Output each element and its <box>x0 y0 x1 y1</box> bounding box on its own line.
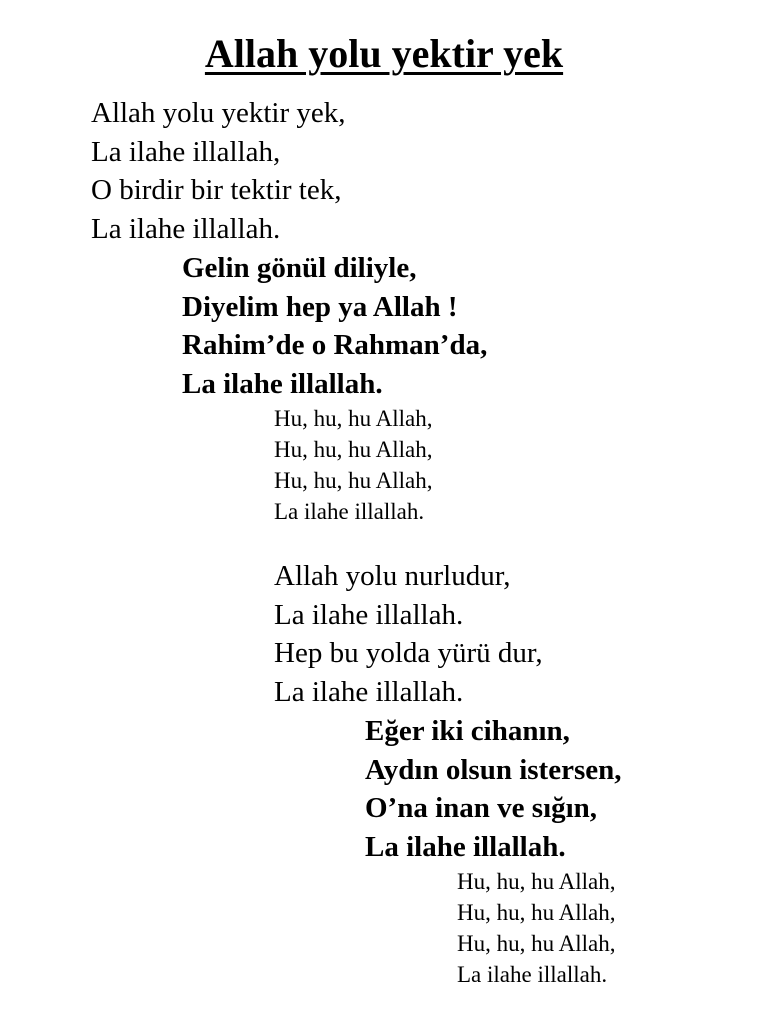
lyric-line: Diyelim hep ya Allah ! <box>182 290 458 323</box>
lyric-line: Hu, hu, hu Allah, <box>457 869 616 894</box>
lyric-line: Hu, hu, hu Allah, <box>274 406 433 431</box>
stanza1-chorus <box>182 249 487 403</box>
stanza2-chorus <box>365 712 621 866</box>
lyric-line: Eğer iki cihanın, <box>365 715 570 747</box>
lyric-line: La ilahe illallah. <box>457 962 608 987</box>
page-title: Allah yolu yektir yek <box>204 31 564 76</box>
lyric-line: La ilahe illallah. <box>274 598 464 631</box>
lyric-line: Hep bu yolda yürü dur, <box>274 637 543 669</box>
lyric-line: Hu, hu, hu Allah, <box>457 900 616 925</box>
lyric-line: Hu, hu, hu Allah, <box>274 437 433 462</box>
lyric-line: Gelin gönül diliyle, <box>182 252 417 284</box>
lyric-line: O’na inan ve sığın, <box>365 792 598 824</box>
lyric-line: La ilahe illallah. <box>274 499 425 524</box>
stanza1-verse <box>91 94 346 248</box>
lyric-line: Aydın olsun istersen, <box>365 753 622 786</box>
lyric-line: Rahim’de o Rahman’da, <box>182 329 488 361</box>
lyric-line: Allah yolu nurludur, <box>274 560 511 592</box>
lyric-line: Hu, hu, hu Allah, <box>274 468 433 493</box>
stanza1-refrain <box>274 403 432 527</box>
lyric-line: La ilahe illallah. <box>274 675 464 708</box>
lyric-line: La ilahe illallah. <box>365 830 566 863</box>
lyric-line: O birdir bir tektir tek, <box>91 174 342 206</box>
lyric-line: La ilahe illallah, <box>91 135 281 168</box>
lyric-line: La ilahe illallah. <box>182 367 383 400</box>
stanza2-verse <box>274 557 543 711</box>
lyric-line: La ilahe illallah. <box>91 212 281 245</box>
lyric-line: Hu, hu, hu Allah, <box>457 931 616 956</box>
stanza2-refrain <box>457 866 615 990</box>
lyric-line: Allah yolu yektir yek, <box>91 97 346 129</box>
